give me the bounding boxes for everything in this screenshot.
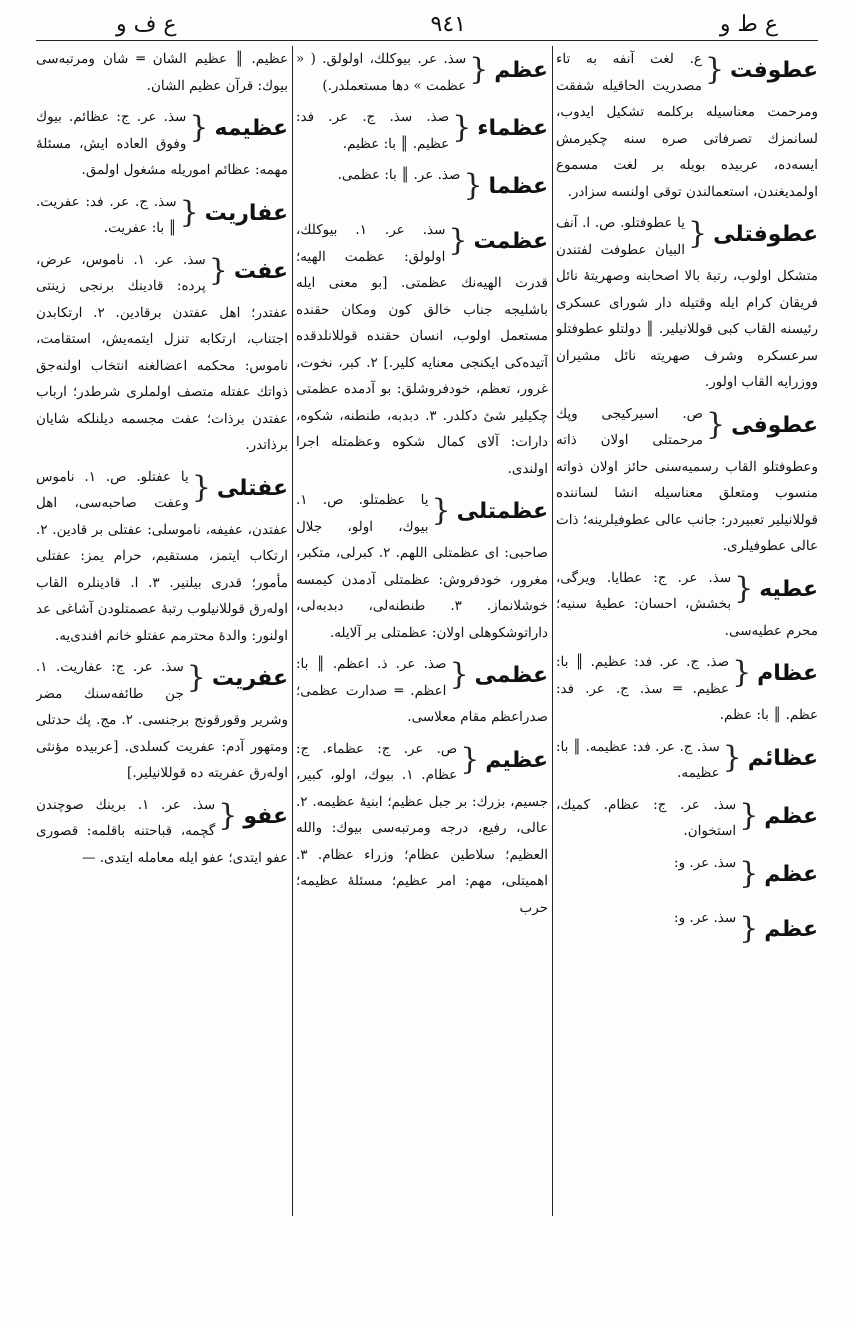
entry-brace: { xyxy=(218,797,238,833)
entry-brace: { xyxy=(189,110,209,145)
entry-definition: سذ. عر. ج: عظام. كميك، استخوان. xyxy=(556,796,737,839)
page-number: ٩٤١ xyxy=(430,12,466,37)
entry-brace: { xyxy=(705,406,726,442)
entry-definition: سذ. عر. ج: عظائم. بيوك وفوق العاده ايش، مسئله‌ٔ مهمه: عظائم اموريله مشغول اولمق. xyxy=(36,109,288,178)
entry-headword: عظمتلی xyxy=(456,499,548,524)
dictionary-entry xyxy=(36,189,288,242)
entry-headword: عظام xyxy=(757,661,818,686)
dictionary-entry xyxy=(296,487,548,646)
column-left xyxy=(36,46,288,1216)
entry-definition: صذ. عر. ذ. اعظم. ║ با: اعظم. ═ صدارت عظمی؛ صدراعظم مقام معلاسی. xyxy=(296,656,548,725)
dictionary-entry xyxy=(556,905,818,955)
header-left-letters: ع ف و xyxy=(116,12,177,37)
dictionary-entry xyxy=(556,792,818,845)
entry-definition: سذ. عر. و: xyxy=(674,854,737,871)
entry-headword: عفو xyxy=(243,803,288,829)
dictionary-entry xyxy=(36,247,288,459)
entry-headword: عفريت xyxy=(211,666,288,691)
dictionary-entry xyxy=(36,46,288,99)
dictionary-entry xyxy=(296,104,548,157)
dictionary-entry xyxy=(36,792,288,872)
entry-brace: { xyxy=(688,216,708,251)
dictionary-entry xyxy=(36,104,288,184)
entry-definition: يا عفتلو. ص. ١. ناموس وعفت صاحبه‌سی، اهل عفتدن، عفيفه، ناموسلی: عفتلی بر قادين. ٢. ارتكاب ايتمز، مستقيم، حرام يمز: عفتلی مأمور؛ قدری بيلنير. ٣. ا. قادينلره القاب اوله‌رق قوللانيلوب رتبهٔ عصمتلودن آشاغی عد اولنور: والدهٔ محترمم عفتلو خانم افندی‌يه. xyxy=(36,468,288,644)
entry-definition: ع. لغت آنفه به تاء مصدريت الحاقيله شفقت ومرحمت معناسيله بركلمه تشكيل ايدوب، لسانمزك تصرفاتی صره سنه چكيرمش ايسه‌ده، عربيده بويله بر لغت مسموع اولمديغندن، استعمالندن توقی اولنسه سزادر. xyxy=(556,51,818,200)
entry-brace: { xyxy=(739,797,759,833)
entry-definition: سذ. ج. عر. فد: عفريت. ║ با: عفريت. xyxy=(36,193,177,236)
entry-definition: ص. عر. ج: عظماء. ج: عظام. ١. بيوك، اولو، كبير، جسيم، بزرك: بر جبل عظيم؛ ابنيهٔ عظيمه. ٢. عالی، رفيع، درجه ومرتبه‌سی بيوك: والله العظيم؛ سلاطين عظام؛ وزراء عظام. ٣. اهميتلی، مهم: امر عظيم؛ مسئلهٔ عظيمه؛ حرب xyxy=(296,740,548,916)
entry-headword: عظما xyxy=(488,174,548,199)
entry-headword: عطوفتلی xyxy=(713,222,818,247)
entry-headword: عظم xyxy=(764,803,818,829)
dictionary-entry xyxy=(556,210,818,396)
entry-brace: { xyxy=(460,741,480,777)
dictionary-entry xyxy=(556,850,818,900)
entry-headword: عظم xyxy=(494,58,548,83)
entry-brace: { xyxy=(191,469,211,505)
entry-definition: صذ. سذ. ج. عر. فد: عظيم. ║ با: عظيم. xyxy=(296,109,450,152)
entry-definition: سذ. عر. ١. ناموس، عرض، پرده: قادينك برنجی زينتی عفتدر؛ اهل عفتدن برقادين. ٢. ارتكابدن اجتناب، ارتكابه تنزل ايتمه‌يش، استقامت، ناموس: محكمه اعضالغنه انتخاب اولنه‌جق ذواتك عفتله متصف اولملری شرطدر؛ ارباب عفتدن برذات؛ عفت مجسمه ديلنلكه شايان برذاتدر. xyxy=(36,251,288,453)
entry-definition: يا عظمتلو. ص. ١. بيوك، اولو، جلال صاحبی: ای عظمتلی اللهم. ٢. كبرلی، متكبر، مغرور، خودفروش: عظمتلی آدمدن كيمسه خوشلانماز. ٣. طنطنه‌لی، دبدبه‌لی، داراتوشكوهلی اولان: عظمتلی بر آلايله. xyxy=(296,492,548,641)
entry-definition: صذ. عر. ║ با: عظمی. xyxy=(337,167,461,183)
dictionary-entry xyxy=(556,734,818,787)
entry-definition: يا عطوفتلو. ص. ا. آنف البيان عطوفت لفتندن متشكل اولوب، رتبهٔ بالا اصحابنه وصهريتهٔ نائل فريقان كرام ايله وقتيله دار شورای عسكری رئيسنه القاب كبی قوللانيلير. ║ دولتلو عطوفتلو سرعسكره وشرف صهريته نائل مشيران ووزرايه القاب اولور. xyxy=(556,215,818,390)
entry-headword: عظم xyxy=(764,861,818,887)
entry-brace: { xyxy=(208,252,228,288)
entry-definition: عظيم. ║ عظيم الشان ═ شان ومرتبه‌سی بيوك: قرآن عظيم الشان. xyxy=(36,51,288,94)
entry-brace: { xyxy=(722,739,742,775)
entry-definition: سذ. عر. ج: عطايا. ويرگی، بخشش، احسان: عطيهٔ سنيه؛ محرم عطيه‌سی. xyxy=(556,569,818,639)
entry-brace: { xyxy=(739,910,759,946)
dictionary-entry xyxy=(296,651,548,731)
entry-brace: { xyxy=(431,493,451,528)
entry-definition: سذ. عر. و: xyxy=(674,909,737,926)
entry-brace: { xyxy=(739,855,759,891)
dictionary-entry xyxy=(296,46,548,99)
column-middle xyxy=(296,46,548,1216)
entry-headword: عظيمه xyxy=(214,116,288,141)
entry-brace: { xyxy=(469,52,489,87)
entry-brace: { xyxy=(732,655,752,690)
entry-definition: صذ. ج. عر. فد: عظيم. ║ با: عظيم. ═ سذ. ج. عر. فد: عظم. ║ با: عظم. xyxy=(556,654,818,723)
entry-definition: سذ. عر. ١. بيوكلك، اولولق: عظمت الهيه؛ قدرت الهيه‌نك عظمتی. [بو معنی ايله باشليجه جناب خالق كون ومكان حقنده مستعمل اولوب، انسان حقنده قوللانلدقده آتيده‌كی ايكنجی معنايه كلير.] ٢. كبر، نخوت، غرور، تعظم، خودفروشلق: بو آدمده عظمتی چكيلير شیٔ دكلدر. ٣. دبدبه، طنطنه، شكوه، دارات: آلای كمال شكوه وعظمتله اجرا اولندی. xyxy=(296,222,548,477)
entry-brace: { xyxy=(448,223,468,258)
entry-definition: سذ. عر. بيوكلك، اولولق. ( « عظمت » دها مستعملدر.) xyxy=(296,51,467,94)
entry-definition: سذ. ج. عر. فد: عظيمه. ║ با: عظيمه. xyxy=(556,738,720,781)
entry-headword: عطيه xyxy=(759,576,818,602)
entry-headword: عطوفی xyxy=(731,412,818,438)
entry-brace: { xyxy=(449,657,469,692)
entry-headword: عظماء xyxy=(477,116,548,141)
dictionary-entry xyxy=(36,654,288,787)
header-rule xyxy=(36,40,818,41)
entry-definition: ص. اسيركيجی وپك مرحمتلی اولان ذاته وعطوفتلو القاب رسميه‌سنی حائز اولان ذواته منسوب ومتعلق معناسيله انشا لساننده قوللانيلير تعبيردر: جانب عالی عطوفيلرينه؛ ذات عالی عطوفيلری. xyxy=(556,405,818,554)
entry-brace: { xyxy=(186,660,206,695)
page-header xyxy=(36,0,818,40)
header-right-letters: ع ط و xyxy=(719,12,778,37)
dictionary-entry xyxy=(556,565,818,645)
entry-brace: { xyxy=(734,570,754,606)
column-right xyxy=(556,46,818,1216)
entry-headword: عفتلی xyxy=(216,475,288,501)
entry-headword: عظيم xyxy=(485,747,548,773)
entry-brace: { xyxy=(463,168,483,203)
entry-definition: سذ. عر. ج: عفاريت. ١. جن طائفه‌سنك مضر وشرير وقورقونج برجنسی. ٢. مج. پك حدتلی ومتهور آدم: عفريت كسلدی. [عربيده مؤنثی اوله‌رق عفريته ده قوللانيلير.] xyxy=(36,659,288,781)
dictionary-entry xyxy=(296,217,548,482)
dictionary-entry xyxy=(296,736,548,922)
dictionary-entry xyxy=(556,649,818,729)
column-divider xyxy=(552,46,553,1216)
entry-headword: عظائم xyxy=(747,745,818,771)
entry-brace: { xyxy=(179,194,199,230)
entry-headword: عفاريت xyxy=(204,200,288,226)
dictionary-entry xyxy=(556,401,818,560)
entry-brace: { xyxy=(452,110,472,145)
entry-headword: عظم xyxy=(764,916,818,942)
entry-headword: عطوفت xyxy=(730,58,818,83)
dictionary-entry xyxy=(296,162,548,212)
dictionary-entry xyxy=(36,464,288,650)
dictionary-entry xyxy=(556,46,818,205)
column-divider xyxy=(292,46,293,1216)
entry-brace: { xyxy=(704,52,725,87)
entry-definition: سذ. عر. ١. برينك صوچندن گچمه، قباحتنه باقلمه: قصوری عفو ايتدی؛ عفو ايله معامله ايتدی. — xyxy=(36,796,288,866)
entry-headword: عظمی xyxy=(474,663,548,688)
entry-headword: عفت xyxy=(233,258,288,284)
entry-headword: عظمت xyxy=(473,229,548,254)
